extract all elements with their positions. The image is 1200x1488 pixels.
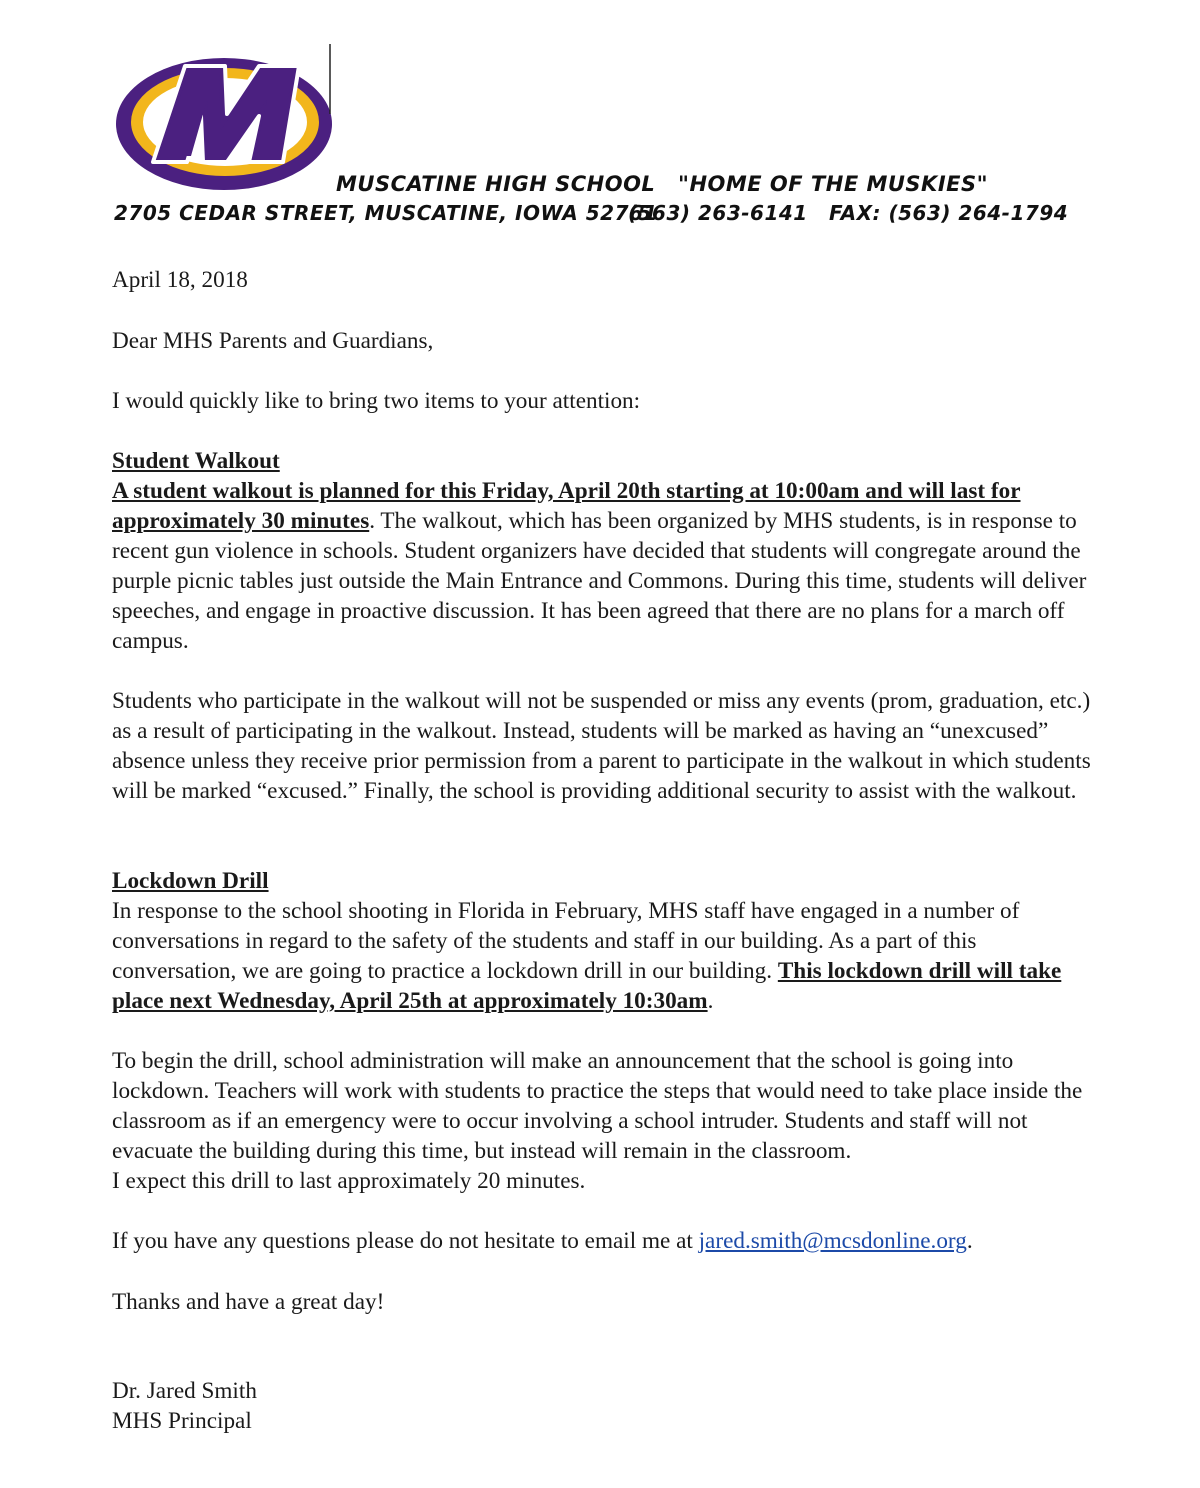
school-fax: FAX: (563) 264-1794 xyxy=(829,201,1069,225)
letter-date: April 18, 2018 xyxy=(112,267,248,293)
lockdown-paragraph-2 xyxy=(112,1046,1102,1196)
school-address: 2705 CEDAR STREET, MUSCATINE, IOWA 52761 xyxy=(114,201,658,225)
intro-paragraph: I would quickly like to bring two items to your attention: xyxy=(112,388,641,414)
school-logo xyxy=(113,44,335,194)
walkout-emphasis: A student walkout is planned for this Friday, April 20th starting at 10:00am and will last for approximately 30 minutes xyxy=(112,478,1021,534)
walkout-heading: Student Walkout xyxy=(112,448,280,474)
lockdown-section xyxy=(112,866,1102,1016)
lockdown-paragraph-1-end: . xyxy=(707,988,714,1014)
questions-text: If you have any questions please do not hesitate to email me at xyxy=(112,1228,699,1254)
lockdown-emphasis: This lockdown drill will take place next Wednesday, April 25th at approximately 10:30am xyxy=(112,958,1062,1014)
lockdown-paragraph-1: In response to the school shooting in Florida in February, MHS staff have engaged in a number of conversations in regard to the safety of the students and staff in our building. As a part of this conversation, we are going to practice a lockdown drill in our building. xyxy=(112,898,1020,984)
walkout-section xyxy=(112,446,1102,656)
questions-end: . xyxy=(966,1228,973,1254)
lockdown-paragraph-2-last: I expect this drill to last approximately 20 minutes. xyxy=(112,1168,586,1194)
lockdown-paragraph-2-main: To begin the drill, school administration will make an announcement that the school is going into lockdown. Teachers will work with students to practice the steps that would need to take place inside the classroom as if an emergency were to occur involving a school intruder. Students and staff will not evacuate the building during this time, but instead will remain in the classroom. xyxy=(112,1048,1083,1164)
salutation: Dear MHS Parents and Guardians, xyxy=(112,328,434,354)
school-motto: "HOME OF THE MUSKIES" xyxy=(678,172,989,196)
walkout-paragraph-2: Students who participate in the walkout will not be suspended or miss any events (prom, graduation, etc.) as a result of participating in the walkout. Instead, students will be marked as having an “unexcused” absence unless they receive prior permission from a parent to participate in the walkout in which students will be marked “excused.” Finally, the school is providing additional security to assist with the walkout. xyxy=(112,688,1091,804)
closing: Thanks and have a great day! xyxy=(112,1289,385,1315)
signer-name: Dr. Jared Smith xyxy=(112,1378,257,1404)
school-phone: (563) 263-6141 xyxy=(628,201,808,225)
school-name: MUSCATINE HIGH SCHOOL xyxy=(336,172,656,196)
walkout-paragraph-1: . The walkout, which has been organized by MHS students, is in response to recent gun violence in schools. Student organizers have decided that students will congregate around the purple picnic tables just outside the Main Entrance and Commons. During this time, students will deliver speeches, and engage in proactive discussion. It has been agreed that there are no plans for a march off campus. xyxy=(112,508,1087,654)
questions-paragraph xyxy=(112,1226,1102,1256)
signer-title: MHS Principal xyxy=(112,1408,252,1434)
email-link[interactable]: jared.smith@mcsdonline.org xyxy=(698,1228,967,1254)
lockdown-heading: Lockdown Drill xyxy=(112,868,269,894)
